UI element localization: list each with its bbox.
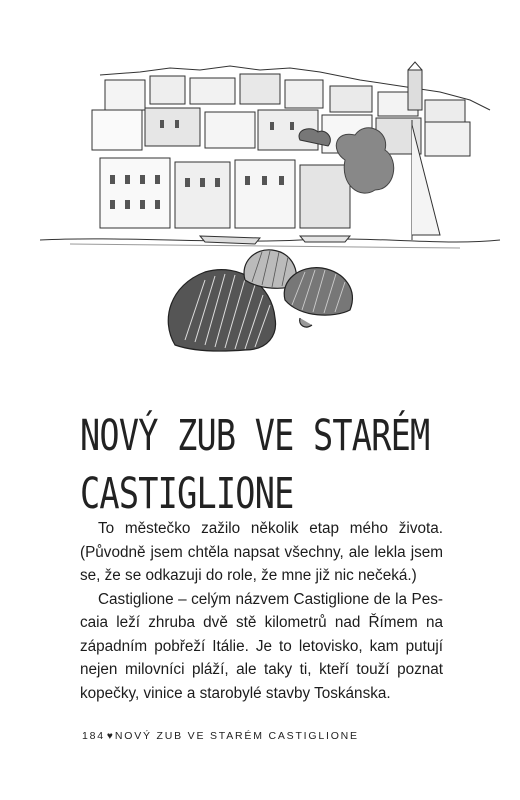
town-sketch bbox=[40, 62, 500, 248]
page-footer bbox=[82, 730, 359, 742]
paragraph: To městečko zažilo několik etap mého života. (Původně jsem chtěla napsat všechny, ale lekla jsem se, že se odkazuji do role, že mne již nic nečeká.) bbox=[80, 520, 443, 584]
chapter-title-line-2: CASTIGLIONE bbox=[80, 468, 294, 519]
body-text bbox=[80, 517, 443, 705]
paragraph: Castiglione – celým názvem Castiglione de la Pescaia leží zhruba dvě stě kilometrů nad Římem na západním pobřeží Itálie. Je to letovisko, kam putují nejen milovníci pláží, ale taky ti, kteří touží poznat kopečky, vinice a starobylé stavby Toskánska. bbox=[80, 590, 443, 702]
heart-icon: ♥ bbox=[106, 730, 113, 742]
page-number: 184 bbox=[82, 730, 105, 742]
chapter-title-line-1: NOVÝ ZUB VE STARÉM bbox=[80, 410, 430, 461]
shell-illustration bbox=[168, 250, 352, 351]
town-and-shells-illustration bbox=[0, 0, 520, 370]
running-title: NOVÝ ZUB VE STARÉM CASTIGLIONE bbox=[114, 730, 359, 742]
chapter-title bbox=[80, 407, 430, 523]
